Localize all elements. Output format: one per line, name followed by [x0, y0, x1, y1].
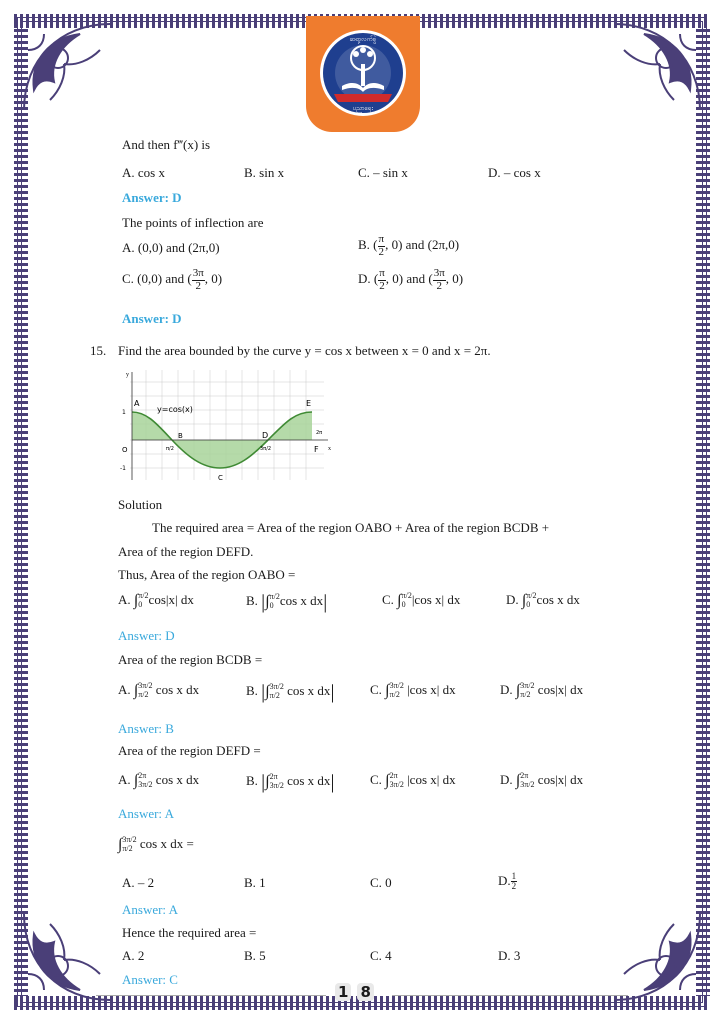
corner-ornament-icon [608, 908, 704, 1004]
eval-option-a: A. – 2 [122, 875, 155, 890]
inflection-option-d: D. ( $\frac{\pi}{2}$ , 0) and ( $\frac{3\pi}{2}$ , 0) [358, 267, 464, 292]
inflection-option-a: A. (0,0) and (2π,0) [122, 240, 220, 255]
footer-rule-right [392, 995, 628, 996]
point-b-label: B [178, 432, 183, 440]
inflection-option-b: B. ( $\frac{\pi}{2}$ , 0) and (2π,0) [358, 233, 460, 258]
total-option-d: D. 3 [498, 948, 521, 963]
inflection-intro: The points of inflection are [122, 215, 264, 230]
point-f-label: F [314, 445, 319, 454]
solution-heading: Solution [118, 497, 163, 512]
publisher-logo-icon [318, 28, 408, 118]
curve-label: y=cos(x) [157, 405, 193, 414]
prev-intro: And then f‴(x) is [122, 137, 211, 152]
option-b: B. sin x [244, 165, 285, 180]
total-option-a: A. 2 [122, 948, 145, 963]
oabo-intro: Thus, Area of the region OABO = [118, 567, 296, 582]
page-number: 1 8 [335, 983, 380, 1001]
integral-icon: ∫ [397, 591, 402, 609]
defd-option-c: C. ∫2π 3π/2 |cos x| dx [370, 771, 456, 789]
point-d-label: D [262, 431, 269, 440]
x-axis-label: x [328, 446, 331, 452]
integral-icon: ∫ [515, 681, 521, 699]
solution-line-2: Area of the region DEFD. [118, 544, 254, 559]
question-number: 15. [90, 343, 107, 358]
bcdb-option-a: A. ∫3π/2 π/2 cos x dx [118, 681, 200, 699]
integral-icon: ∫ [265, 683, 270, 700]
x-tick-3pi-2: 3π/2 [260, 446, 272, 452]
total-option-b: B. 5 [244, 948, 266, 963]
footer-rule-left [96, 995, 326, 996]
oabo-option-c: C. ∫π/2 0 |cos x| dx [382, 591, 461, 609]
point-a-label: A [134, 399, 140, 408]
point-c-label: C [218, 474, 223, 482]
answer-label: Answer: D [122, 190, 182, 205]
bcdb-option-d: D. ∫3π/2 π/2 cos|x| dx [500, 681, 584, 699]
defd-option-a: A. ∫2π 3π/2 cos x dx [118, 771, 200, 789]
inflection-answer: Answer: D [122, 311, 182, 326]
integral-icon: ∫ [133, 681, 139, 699]
bcdb-option-c: C. ∫3π/2 π/2 |cos x| dx [370, 681, 456, 699]
x-tick-2pi: 2π [316, 430, 323, 436]
inflection-option-c: C. (0,0) and ( $\frac{3\pi}{2}$ , 0) [122, 267, 223, 292]
integral-icon: ∫ [265, 773, 270, 790]
y-tick-minus-1: -1 [120, 465, 126, 472]
total-intro: Hence the required area = [122, 925, 257, 940]
corner-ornament-icon [608, 20, 704, 116]
integral-icon: ∫ [515, 771, 521, 789]
eval-option-c: C. 0 [370, 875, 392, 890]
point-e-label: E [306, 399, 312, 408]
solution-line-1: The required area = Area of the region OABO + Area of the region BCDB + [152, 520, 550, 535]
question-text: Find the area bounded by the curve y = cos x between x = 0 and x = 2π. [118, 343, 491, 358]
oabo-answer: Answer: D [118, 628, 175, 643]
oabo-option-d: D. ∫π/2 0 cos x dx [506, 591, 580, 609]
integral-icon: ∫ [521, 591, 527, 609]
integral-icon: ∫ [133, 771, 139, 789]
integral-icon: ∫ [118, 835, 123, 853]
logo-text-bottom: ပညာရေး [353, 105, 373, 112]
bcdb-answer: Answer: B [118, 721, 174, 736]
y-axis-label: y [126, 372, 129, 378]
corner-ornament-icon [20, 20, 116, 116]
total-answer: Answer: C [122, 972, 178, 987]
defd-option-d: D. ∫2π 3π/2 cos|x| dx [500, 771, 584, 789]
bcdb-intro: Area of the region BCDB = [118, 652, 263, 667]
integral-icon: ∫ [385, 771, 390, 789]
integral-icon: ∫ [265, 593, 270, 610]
corner-ornament-icon [20, 908, 116, 1004]
eval-option-d: D. $\frac{1}{2}$ [498, 871, 517, 892]
bcdb-option-b: B. |∫3π/2 π/2 cos x dx| [246, 681, 335, 703]
integral-eval: ∫3π/2 π/2 cos x dx = [118, 835, 194, 853]
integral-icon: ∫ [385, 681, 390, 699]
oabo-option-b: B. |∫π/2 0 cos x dx| [246, 591, 328, 613]
defd-option-b: B. |∫2π 3π/2 cos x dx| [246, 771, 335, 793]
eval-option-b: B. 1 [244, 875, 266, 890]
integral-icon: ∫ [133, 591, 139, 609]
option-d: D. – cos x [488, 165, 541, 180]
logo-text-top: ဆရာ့လက်စွဲ [349, 36, 377, 43]
y-tick-1: 1 [122, 409, 126, 416]
defd-answer: Answer: A [118, 806, 174, 821]
oabo-option-a: A. ∫π/2 0 cos|x| dx [118, 591, 194, 609]
origin-label: O [122, 446, 128, 454]
x-tick-pi-2: π/2 [166, 446, 174, 452]
cosine-graph [112, 366, 334, 486]
eval-answer: Answer: A [122, 902, 178, 917]
option-c: C. – sin x [358, 165, 408, 180]
option-a: A. cos x [122, 165, 165, 180]
defd-intro: Area of the region DEFD = [118, 743, 261, 758]
total-option-c: C. 4 [370, 948, 392, 963]
